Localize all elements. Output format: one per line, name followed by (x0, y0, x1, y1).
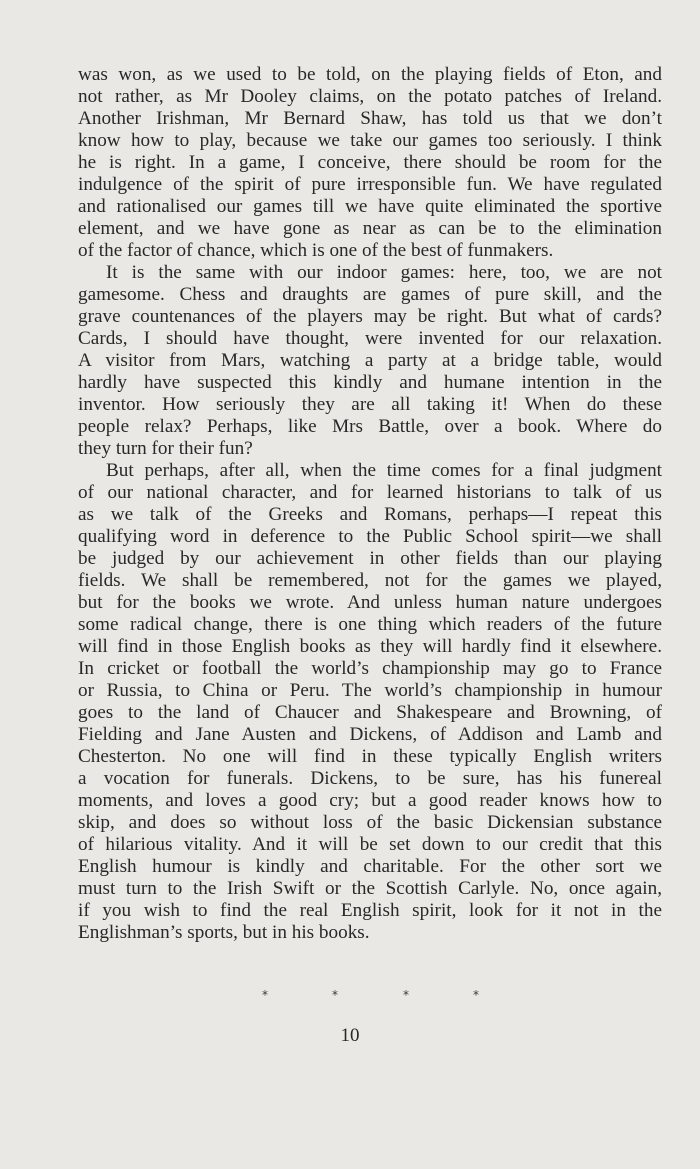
text-line: qualifying word in deference to the Public School spirit—we shall (78, 526, 662, 547)
text-line: But perhaps, after all, when the time comes for a final judgment (106, 460, 662, 481)
text-line: hardly have suspected this kindly and humane intention in the (78, 372, 662, 393)
text-line: will find in those English books as they will hardly find it elsewhere. (78, 636, 662, 657)
asterisk-mark: * (473, 988, 479, 1002)
text-line: Another Irishman, Mr Bernard Shaw, has told us that we don’t (78, 108, 662, 129)
text-line: people relax? Perhaps, like Mrs Battle, over a book. Where do (78, 416, 662, 437)
text-line: not rather, as Mr Dooley claims, on the potato patches of Ireland. (78, 86, 662, 107)
text-line: of hilarious vitality. And it will be set down to our credit that this (78, 834, 662, 855)
text-line: element, and we have gone as near as can be to the elimination (78, 218, 662, 239)
text-line: know how to play, because we take our games too seriously. I think (78, 130, 662, 151)
text-line: goes to the land of Chaucer and Shakespeare and Browning, of (78, 702, 662, 723)
text-line: inventor. How seriously they are all taking it! When do these (78, 394, 662, 415)
text-line: some radical change, there is one thing which readers of the future (78, 614, 662, 635)
text-line: of our national character, and for learned historians to talk of us (78, 482, 662, 503)
text-line: he is right. In a game, I conceive, there should be room for the (78, 152, 662, 173)
text-line: was won, as we used to be told, on the playing fields of Eton, and (78, 64, 662, 85)
asterisk-mark: * (332, 988, 338, 1002)
text-line: It is the same with our indoor games: here, too, we are not (106, 262, 662, 283)
text-line: gamesome. Chess and draughts are games of pure skill, and the (78, 284, 662, 305)
text-line: grave countenances of the players may be right. But what of cards? (78, 306, 662, 327)
text-line: must turn to the Irish Swift or the Scottish Carlyle. No, once again, (78, 878, 662, 899)
page-number: 10 (340, 1025, 360, 1046)
text-line: Englishman’s sports, but in his books. (78, 922, 370, 943)
text-line: skip, and does so without loss of the basic Dickensian substance (78, 812, 662, 833)
text-line: they turn for their fun? (78, 438, 253, 459)
text-line: Fielding and Jane Austen and Dickens, of Addison and Lamb and (78, 724, 662, 745)
text-line: English humour is kindly and charitable. For the other sort we (78, 856, 662, 877)
asterisk-mark: * (403, 988, 409, 1002)
text-line: or Russia, to China or Peru. The world’s championship in humour (78, 680, 662, 701)
text-line: as we talk of the Greeks and Romans, perhaps—I repeat this (78, 504, 662, 525)
text-line: Cards, I should have thought, were invented for our relaxation. (78, 328, 662, 349)
text-line: indulgence of the spirit of pure irresponsible fun. We have regulated (78, 174, 662, 195)
text-line: moments, and loves a good cry; but a good reader knows how to (78, 790, 662, 811)
section-break-ornament (0, 988, 700, 1004)
paragraph-1 (78, 64, 662, 262)
text-line: and rationalised our games till we have quite eliminated the sportive (78, 196, 662, 217)
text-line: In cricket or football the world’s championship may go to France (78, 658, 662, 679)
text-line: be judged by our achievement in other fields than our playing (78, 548, 662, 569)
body-text (78, 64, 662, 944)
text-line: Chesterton. No one will find in these typically English writers (78, 746, 662, 767)
text-line: a vocation for funerals. Dickens, to be sure, has his funereal (78, 768, 662, 789)
text-line: but for the books we wrote. And unless human nature undergoes (78, 592, 662, 613)
asterisk-mark: * (262, 988, 268, 1002)
text-line: fields. We shall be remembered, not for the games we played, (78, 570, 662, 591)
text-line: A visitor from Mars, watching a party at a bridge table, would (78, 350, 662, 371)
text-line: if you wish to find the real English spirit, look for it not in the (78, 900, 662, 921)
paragraph-3 (78, 460, 662, 944)
text-line: of the factor of chance, which is one of the best of funmakers. (78, 240, 554, 261)
paragraph-2 (78, 262, 662, 460)
